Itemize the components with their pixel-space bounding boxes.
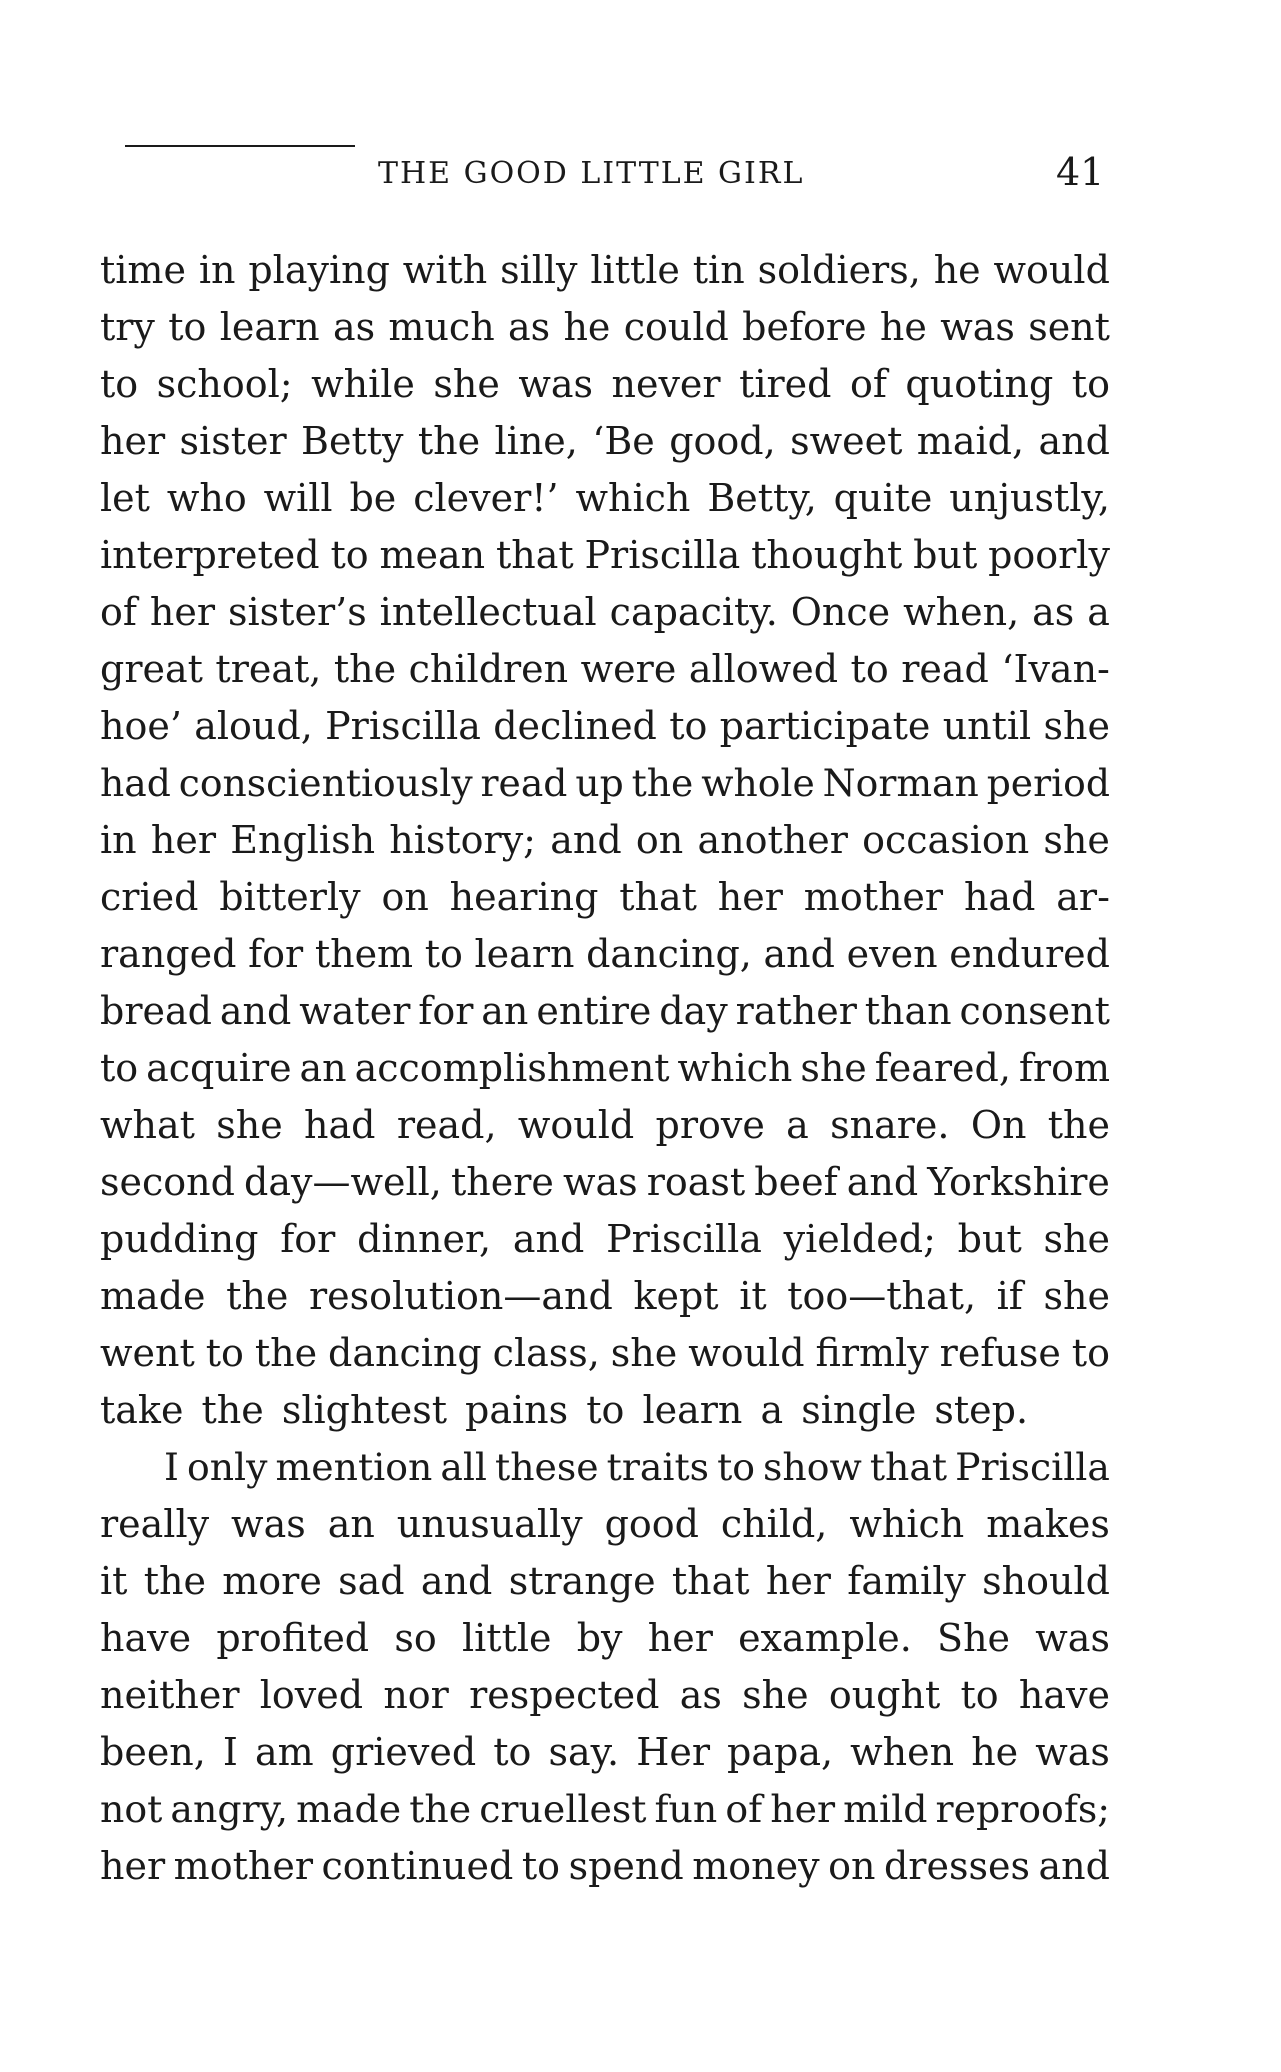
text-line: bread and water for an entire day rather than consent — [100, 989, 1110, 1033]
text-line: hoe’ aloud, Priscilla declined to participate until she — [100, 704, 1110, 748]
text-line: time in playing with silly little tin soldiers, he would — [100, 248, 1110, 292]
text-line: have profited so little by her example. She was — [100, 1616, 1110, 1660]
text-line: had conscientiously read up the whole Norman period — [100, 761, 1110, 805]
text-line: not angry, made the cruellest fun of her mild reproofs; — [100, 1787, 1110, 1831]
text-line: to acquire an accomplishment which she feared, from — [100, 1046, 1110, 1090]
text-line: interpreted to mean that Priscilla thought but poorly — [100, 533, 1110, 577]
text-line: of her sister’s intellectual capacity. Once when, as a — [100, 590, 1110, 634]
text-line: went to the dancing class, she would firmly refuse to — [100, 1331, 1110, 1375]
text-line: made the resolution—and kept it too—that, if she — [100, 1274, 1110, 1318]
page-number: 41 — [1056, 150, 1105, 194]
body-text — [100, 242, 1110, 1895]
text-line: second day—well, there was roast beef and Yorkshire — [100, 1160, 1110, 1204]
text-line: neither loved nor respected as she ought to have — [100, 1673, 1110, 1717]
text-line: it the more sad and strange that her family should — [100, 1559, 1110, 1603]
text-line: try to learn as much as he could before he was sent — [100, 305, 1110, 349]
text-line: let who will be clever!’ which Betty, quite unjustly, — [100, 476, 1110, 520]
text-line: her mother continued to spend money on dresses and — [100, 1844, 1110, 1888]
running-title: THE GOOD LITTLE GIRL — [378, 156, 805, 191]
text-line: pudding for dinner, and Priscilla yielded; but she — [100, 1217, 1110, 1261]
text-line: ranged for them to learn dancing, and even endured — [100, 932, 1110, 976]
text-line: great treat, the children were allowed to read ‘Ivan- — [100, 647, 1110, 691]
text-line: to school; while she was never tired of quoting to — [100, 362, 1110, 406]
text-line: been, I am grieved to say. Her papa, when he was — [100, 1730, 1110, 1774]
text-line: I only mention all these traits to show that Priscilla — [164, 1445, 1110, 1489]
text-line: in her English history; and on another occasion she — [100, 818, 1110, 862]
header-rule — [125, 145, 355, 147]
text-line: her sister Betty the line, ‘Be good, sweet maid, and — [100, 419, 1110, 463]
text-line: take the slightest pains to learn a single step. — [100, 1388, 1029, 1432]
text-line: cried bitterly on hearing that her mother had ar- — [100, 875, 1110, 919]
text-line: what she had read, would prove a snare. On the — [100, 1103, 1110, 1147]
text-line: really was an unusually good child, which makes — [100, 1502, 1110, 1546]
